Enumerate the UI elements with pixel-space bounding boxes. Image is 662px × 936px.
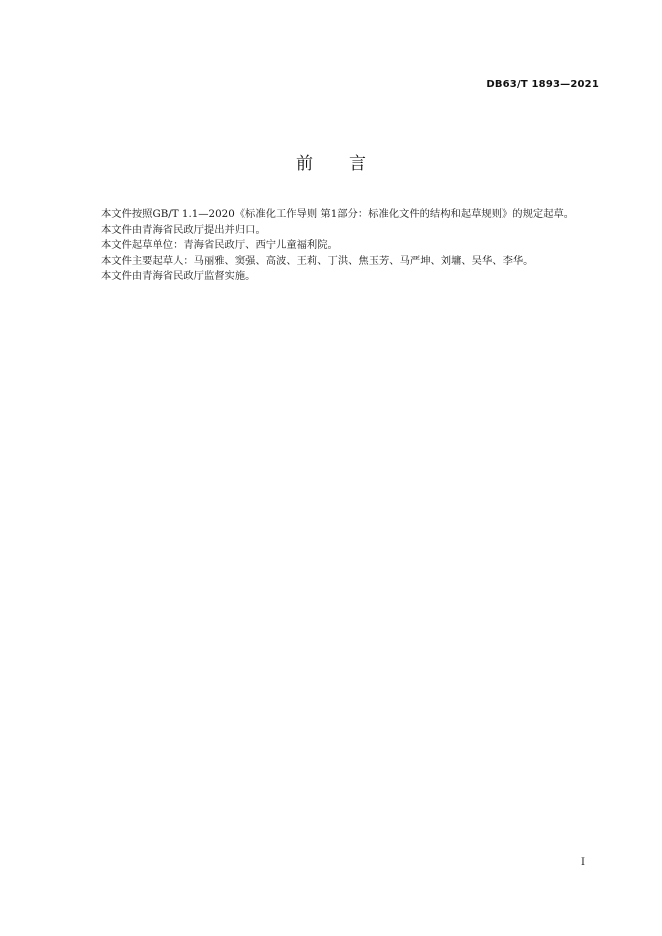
document-code: DB63/T 1893—2021 <box>486 79 599 90</box>
page-title <box>0 149 662 174</box>
paragraph-drafting-units: 本文件起草单位：青海省民政厅、西宁儿童福利院。 <box>101 239 338 252</box>
title-char-2: 言 <box>349 154 366 174</box>
paragraph-drafting-basis: 本文件按照GB/T 1.1—2020《标准化工作导则 第1部分：标准化文件的结构和起草规则》的规定起草。 <box>101 208 575 220</box>
foreword-body <box>80 207 600 285</box>
paragraph-proposer: 本文件由青海省民政厅提出并归口。 <box>101 223 266 236</box>
paragraph-drafters: 本文件主要起草人：马丽雅、窦强、高波、王莉、丁洪、焦玉芳、马严坤、刘墉、吴华、李华。 <box>101 254 534 267</box>
paragraph-supervision: 本文件由青海省民政厅监督实施。 <box>101 270 256 283</box>
page-number: I <box>581 857 585 868</box>
title-char-1: 前 <box>296 154 313 174</box>
